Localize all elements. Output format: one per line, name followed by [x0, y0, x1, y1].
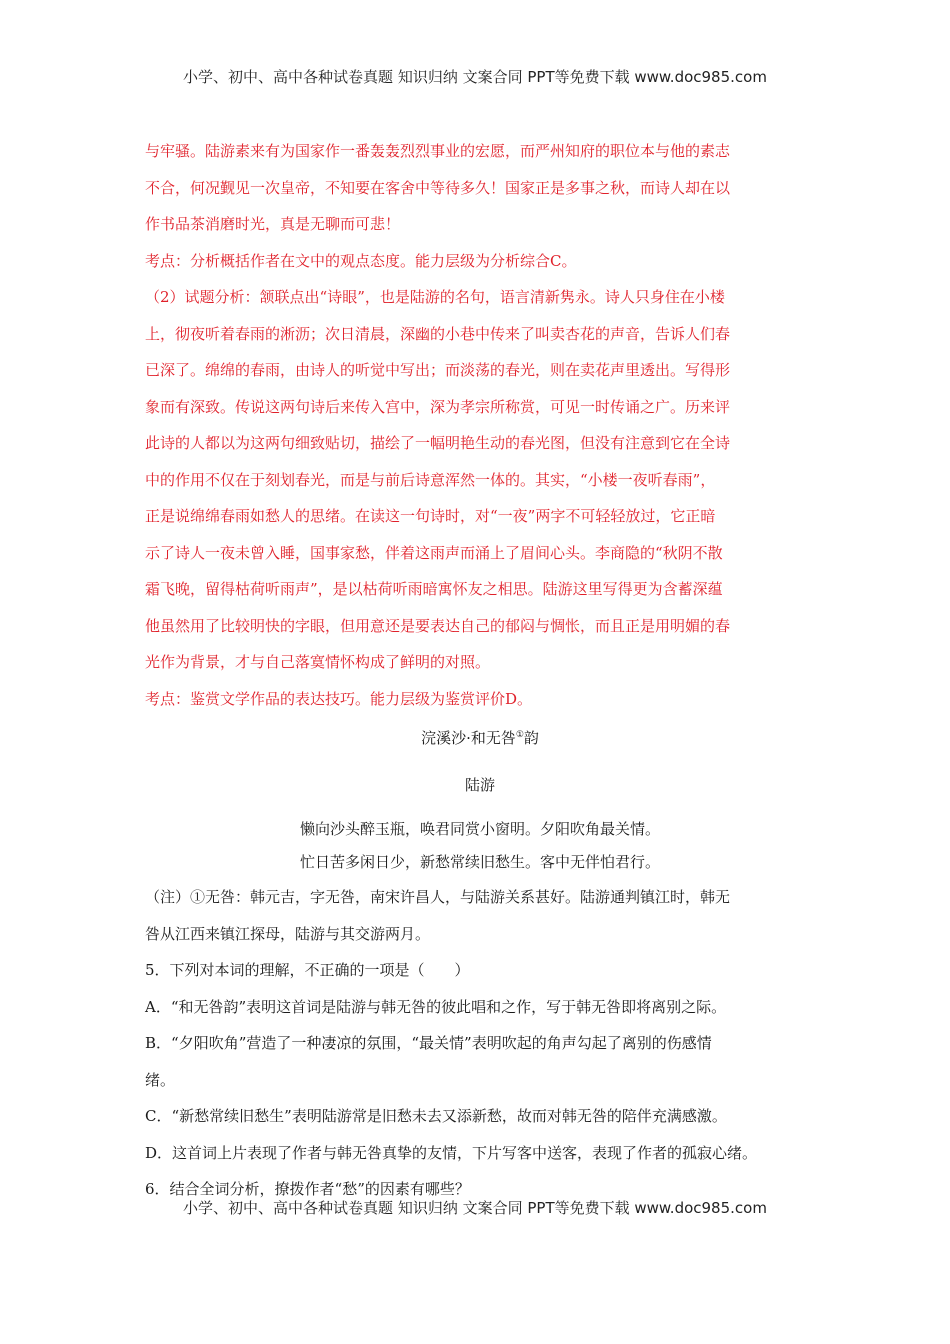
analysis-line: 与牢骚。陆游素来有为国家作一番轰轰烈烈事业的宏愿，而严州知府的职位本与他的素志: [145, 142, 731, 160]
analysis-part-2: [145, 279, 815, 717]
page-header: 小学、初中、高中各种试卷真题 知识归纳 文案合同 PPT等免费下载 www.doc985.com: [183, 68, 767, 86]
analysis-line: 光作为背景，才与自己落寞情怀构成了鲜明的对照。: [145, 653, 491, 671]
analysis-line: 他虽然用了比较明快的字眼，但用意还是要表达自己的郁闷与惆怅，而且正是用明媚的春: [145, 616, 731, 635]
option-c: C．“新愁常续旧愁生”表明陆游常是旧愁未去又添新愁，故而对韩无咎的陪伴充满感激。: [145, 1107, 727, 1125]
poem-line: 忙日苦多闲日少，新愁常续旧愁生。客中无伴怕君行。: [299, 853, 660, 871]
question-6: 6．结合全词分析，撩拨作者“愁”的因素有哪些？: [145, 1180, 470, 1198]
option-a: A．“和无咎韵”表明这首词是陆游与韩无咎的彼此唱和之作，写于韩无咎即将离别之际。: [145, 997, 727, 1016]
poem-line: 懒向沙头醉玉瓶，唤君同赏小窗明。夕阳吹角最关情。: [299, 820, 660, 838]
analysis-line: 已深了。绵绵的春雨，由诗人的听觉中写出；而淡荡的春光，则在卖花声里透出。写得形: [145, 361, 731, 379]
analysis-line: 中的作用不仅在于刻划春光，而是与前后诗意浑然一体的。其实，“小楼一夜听春雨”，: [145, 470, 716, 489]
option-b: B．“夕阳吹角”营造了一种凄凉的氛围，“最关情”表明吹起的角声勾起了离别的伤感情: [145, 1034, 712, 1052]
analysis-line: 示了诗人一夜未曾入睡，国事家愁，伴着这雨声而涌上了眉间心头。李商隐的“秋阴不散: [145, 543, 723, 562]
document-body: [145, 133, 815, 1208]
analysis-line: 不合，何况觐见一次皇帝，不知要在客舍中等待多久！国家正是多事之秋，而诗人却在以: [145, 178, 731, 197]
analysis-line: 作书品茶消磨时光，真是无聊而可悲！: [145, 215, 401, 233]
poem-title: 浣溪沙·和无咎①韵: [421, 729, 539, 747]
option-b-cont: 绪。: [145, 1070, 176, 1089]
analysis-line: 正是说绵绵春雨如愁人的思绪。在读这一句诗时，对“一夜”两字不可轻轻放过，它正暗: [145, 507, 716, 525]
analysis-line: 象而有深致。传说这两句诗后来传入宫中，深为孝宗所称赏，可见一时传诵之广。历来评: [145, 397, 731, 416]
analysis-line: 此诗的人都以为这两句细致贴切，描绘了一幅明艳生动的春光图，但没有注意到它在全诗: [145, 434, 731, 452]
poem-author: 陆游: [464, 775, 495, 794]
page-footer: 小学、初中、高中各种试卷真题 知识归纳 文案合同 PPT等免费下载 www.doc985.com: [183, 1199, 767, 1217]
analysis-line: 霜飞晚，留得枯荷听雨声”，是以枯荷听雨暗寓怀友之相思。陆游这里写得更为含蓄深蕴: [145, 580, 723, 598]
kaodian-1: 考点：分析概括作者在文中的观点态度。能力层级为分析综合C。: [145, 251, 577, 270]
analysis-line: （2）试题分析：颔联点出“诗眼”，也是陆游的名句，语言清新隽永。诗人只身住在小楼: [145, 288, 725, 306]
kaodian-2: 考点：鉴赏文学作品的表达技巧。能力层级为鉴赏评价D。: [145, 689, 533, 708]
poem-note: （注）①无咎：韩元吉，字无咎，南宋许昌人，与陆游关系甚好。陆游通判镇江时，韩无: [145, 888, 731, 906]
analysis-line: 上，彻夜听着春雨的淅沥；次日清晨，深幽的小巷中传来了叫卖杏花的声音，告诉人们春: [145, 324, 731, 343]
question-5: 5．下列对本词的理解，不正确的一项是（ ）: [145, 961, 470, 979]
poem-note: 咎从江西来镇江探母，陆游与其交游两月。: [145, 924, 431, 943]
option-d: D．这首词上片表现了作者与韩无咎真挚的友情，下片写客中送客，表现了作者的孤寂心绪。: [145, 1143, 758, 1162]
analysis-part-1: [145, 133, 815, 279]
